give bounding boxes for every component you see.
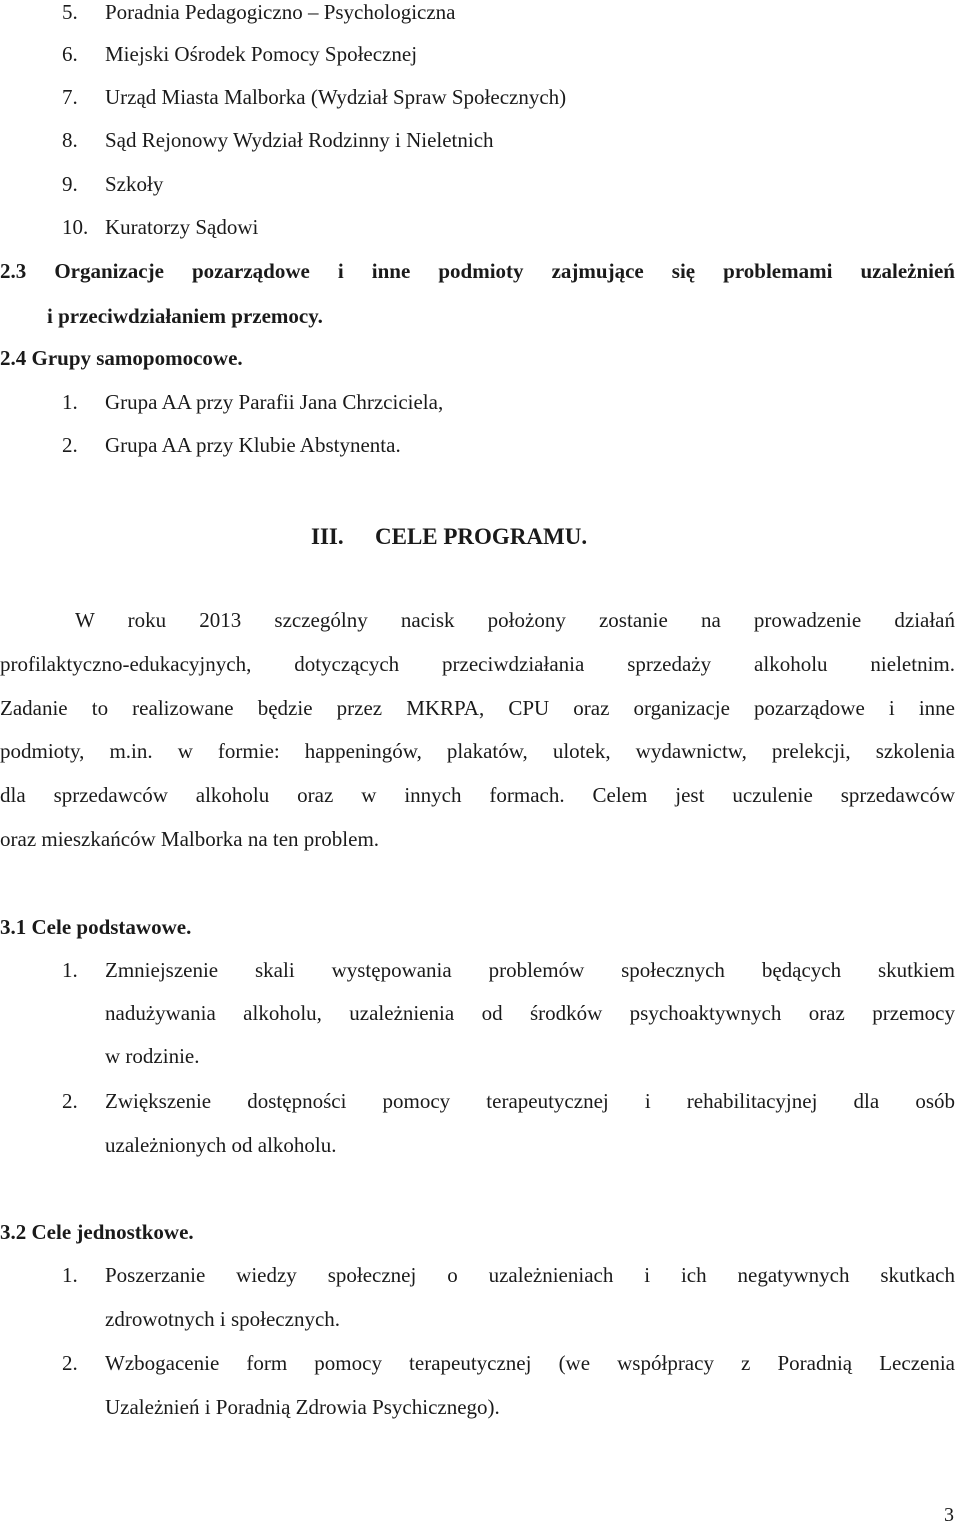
list-item: Poradnia Pedagogiczno – Psychologiczna <box>105 0 456 24</box>
section-3-1-heading: 3.1 Cele podstawowe. <box>0 915 192 939</box>
paragraph-line: dla sprzedawców alkoholu oraz w innych formach. Celem jest uczulenie sprzedawców <box>0 783 955 807</box>
list-item: Miejski Ośrodek Pomocy Społecznej <box>105 42 418 66</box>
list-item-line: Uzależnień i Poradnią Zdrowia Psychicznego). <box>105 1395 500 1419</box>
list-item-line: uzależnionych od alkoholu. <box>105 1133 337 1157</box>
list-number: 2. <box>62 1351 78 1375</box>
list-number: 8. <box>62 128 78 152</box>
list-number: 5. <box>62 0 78 24</box>
paragraph-line: Zadanie to realizowane będzie przez MKRPA, CPU oraz organizacje pozarządowe i inne <box>0 696 955 720</box>
chapter-title: CELE PROGRAMU. <box>375 524 588 549</box>
paragraph-line: W roku 2013 szczególny nacisk położony zostanie na prowadzenie działań <box>75 608 955 632</box>
page-number: 3 <box>944 1504 954 1526</box>
list-number: 6. <box>62 42 78 66</box>
list-item: Szkoły <box>105 172 164 196</box>
list-number: 2. <box>62 433 78 457</box>
list-item-line: Zmniejszenie skali występowania problemów społecznych będących skutkiem <box>105 958 955 982</box>
list-number: 1. <box>62 958 78 982</box>
list-item: Kuratorzy Sądowi <box>105 215 259 239</box>
list-item: Grupa AA przy Klubie Abstynenta. <box>105 433 401 457</box>
list-number: 2. <box>62 1089 78 1113</box>
list-number: 7. <box>62 85 78 109</box>
list-number: 1. <box>62 390 78 414</box>
section-2-3-heading: 2.3 Organizacje pozarządowe i inne podmioty zajmujące się problemami uzależnień <box>0 259 955 283</box>
list-item-line: w rodzinie. <box>105 1044 200 1068</box>
list-number: 1. <box>62 1263 78 1287</box>
paragraph-line: profilaktyczno-edukacyjnych, dotyczących przeciwdziałania sprzedaży alkoholu nieletnim. <box>0 652 955 676</box>
list-item: Grupa AA przy Parafii Jana Chrzciciela, <box>105 390 444 414</box>
list-item: Sąd Rejonowy Wydział Rodzinny i Nieletnich <box>105 128 494 152</box>
section-2-3-heading-cont: i przeciwdziałaniem przemocy. <box>47 304 323 328</box>
list-number: 9. <box>62 172 78 196</box>
paragraph-line: oraz mieszkańców Malborka na ten problem. <box>0 827 380 851</box>
list-item: Urząd Miasta Malborka (Wydział Spraw Społecznych) <box>105 85 567 109</box>
list-item-line: Zwiększenie dostępności pomocy terapeutycznej i rehabilitacyjnej dla osób <box>105 1089 955 1113</box>
list-item-line: Poszerzanie wiedzy społecznej o uzależnieniach i ich negatywnych skutkach <box>105 1263 955 1287</box>
paragraph-line: podmioty, m.in. w formie: happeningów, plakatów, ulotek, wydawnictw, prelekcji, szkolenia <box>0 739 955 763</box>
list-number: 10. <box>62 215 89 239</box>
section-3-2-heading: 3.2 Cele jednostkowe. <box>0 1220 194 1244</box>
section-2-4-heading: 2.4 Grupy samopomocowe. <box>0 346 243 370</box>
list-item-line: Wzbogacenie form pomocy terapeutycznej (we współpracy z Poradnią Leczenia <box>105 1351 955 1375</box>
chapter-number: III. <box>311 524 344 549</box>
list-item-line: zdrowotnych i społecznych. <box>105 1307 341 1331</box>
list-item-line: nadużywania alkoholu, uzależnienia od środków psychoaktywnych oraz przemocy <box>105 1001 955 1025</box>
